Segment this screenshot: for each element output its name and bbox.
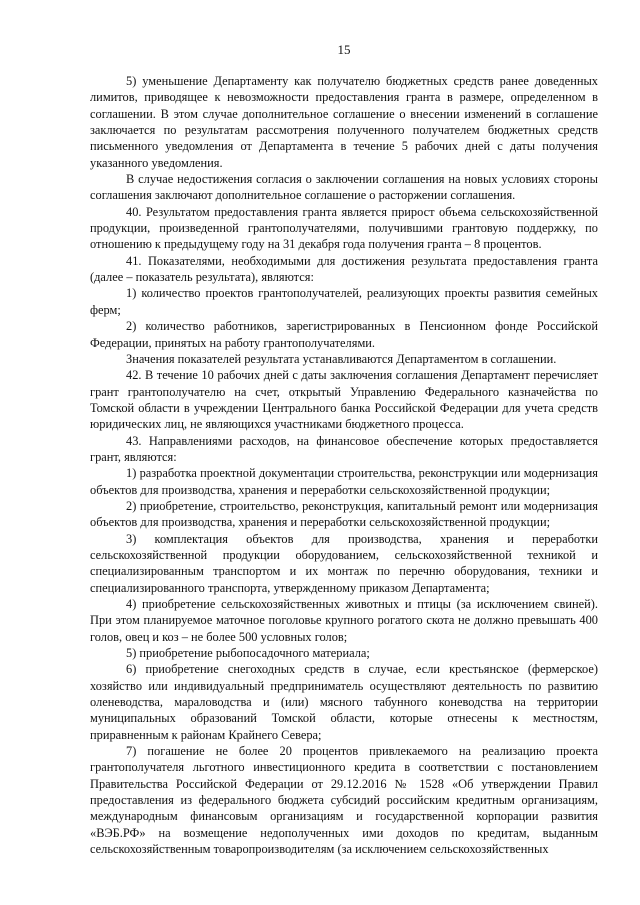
paragraph-43-item-1: 1) разработка проектной документации строительства, реконструкции или модернизация объектов для производства, хранения и переработки сельскохозяйственной продукции; (90, 466, 598, 497)
paragraph-41-indicators: 41. Показателями, необходимыми для достижения результата предоставления гранта (далее – показатель результата), являются: (90, 253, 598, 285)
paragraph-43-item-3: 3) комплектация объектов для производства, хранения и переработки сельскохозяйственной продукции оборудованием, сельскохозяйственной техникой и специализированным транспортом и их монтаж по перечню оборудования, техники и специализированного транспорта, утвержденному приказом Департамента; (90, 531, 598, 595)
paragraph-43-item-2: 2) приобретение, строительство, реконструкция, капитальный ремонт или модернизация объектов для производства, хранения и переработки сельскохозяйственной продукции; (90, 498, 598, 530)
paragraph-43-expense-directions: 43. Направлениями расходов, на финансовое обеспечение которых предоставляется грант, являются: (90, 433, 598, 464)
paragraph-43-item-5: 5) приобретение рыбопосадочного материала; (126, 646, 370, 661)
paragraph-41-item-2: 2) количество работников, зарегистрированных в Пенсионном фонде Российской Федерации, принятых на работу грантополучателями. (90, 319, 598, 350)
paragraph-40-grant-result: 40. Результатом предоставления гранта является прирост объема сельскохозяйственной продукции, произведенной грантополучателями, получившими грантовую поддержку, по отношению к предыдущему году на 31 декабря года получения гранта – 8 процентов. (90, 204, 598, 252)
paragraph-43-item-4: 4) приобретение сельскохозяйственных животных и птицы (за исключением свиней). При этом планируемое маточное поголовье крупного рогатого скота не должно превышать 400 голов, овец и коз – не более 500 условных голов; (90, 597, 598, 644)
paragraph-41-item-1: 1) количество проектов грантополучателей, реализующих проекты развития семейных ферм; (90, 286, 598, 317)
paragraph-43-item-7: 7) погашение не более 20 процентов привлекаемого на реализацию проекта грантополучателя льготного инвестиционного кредита в соответствии с постановлением Правительства Российской Федерации от 29.12.2016 № 1528 «Об утверждении Правил предоставления из федерального бюджета субсидий российским кредитным организациям, международным финансовым организациям и государственной корпорации развития «ВЭБ.РФ» на возмещение недополученных ими доходов по кредитам, выданным сельскохозяйственным товаропроизводителям (за исключением сельскохозяйственных (90, 744, 598, 857)
document-body (90, 73, 598, 858)
paragraph-item-5-budget-limits: 5) уменьшение Департаменту как получателю бюджетных средств ранее доведенных лимитов, приводящее к невозможности предоставления гранта в размере, определенном в соглашении. В этом случае дополнительное соглашение о внесении изменений в соглашение заключается по результатам рассмотрения полученного получателем бюджетных средств письменного уведомления от Департамента в течение 5 рабочих дней с даты получения указанного уведомления. (90, 74, 598, 170)
paragraph-43-item-6: 6) приобретение снегоходных средств в случае, если крестьянское (фермерское) хозяйство или индивидуальный предприниматель осуществляют деятельность по развитию оленеводства, мараловодства и (или) мясного табунного коневодства на территории муниципальных образований Томской области, которые отнесены к местностям, приравненным к районам Крайнего Севера; (90, 662, 598, 742)
paragraph-termination-agreement: В случае недостижения согласия о заключении соглашения на новых условиях стороны соглашения заключают дополнительное соглашение о расторжении соглашения. (90, 172, 598, 203)
page-number: 15 (337, 42, 351, 57)
paragraph-42-transfer: 42. В течение 10 рабочих дней с даты заключения соглашения Департамент перечисляет грант грантополучателю на счет, открытый Управлению Федерального казначейства по Томской области в учреждении Центрального банка Российской Федерации для учета средств юридических лиц, не являющихся участниками бюджетного процесса. (90, 368, 598, 432)
paragraph-indicator-values: Значения показателей результата устанавливаются Департаментом в соглашении. (126, 351, 557, 366)
